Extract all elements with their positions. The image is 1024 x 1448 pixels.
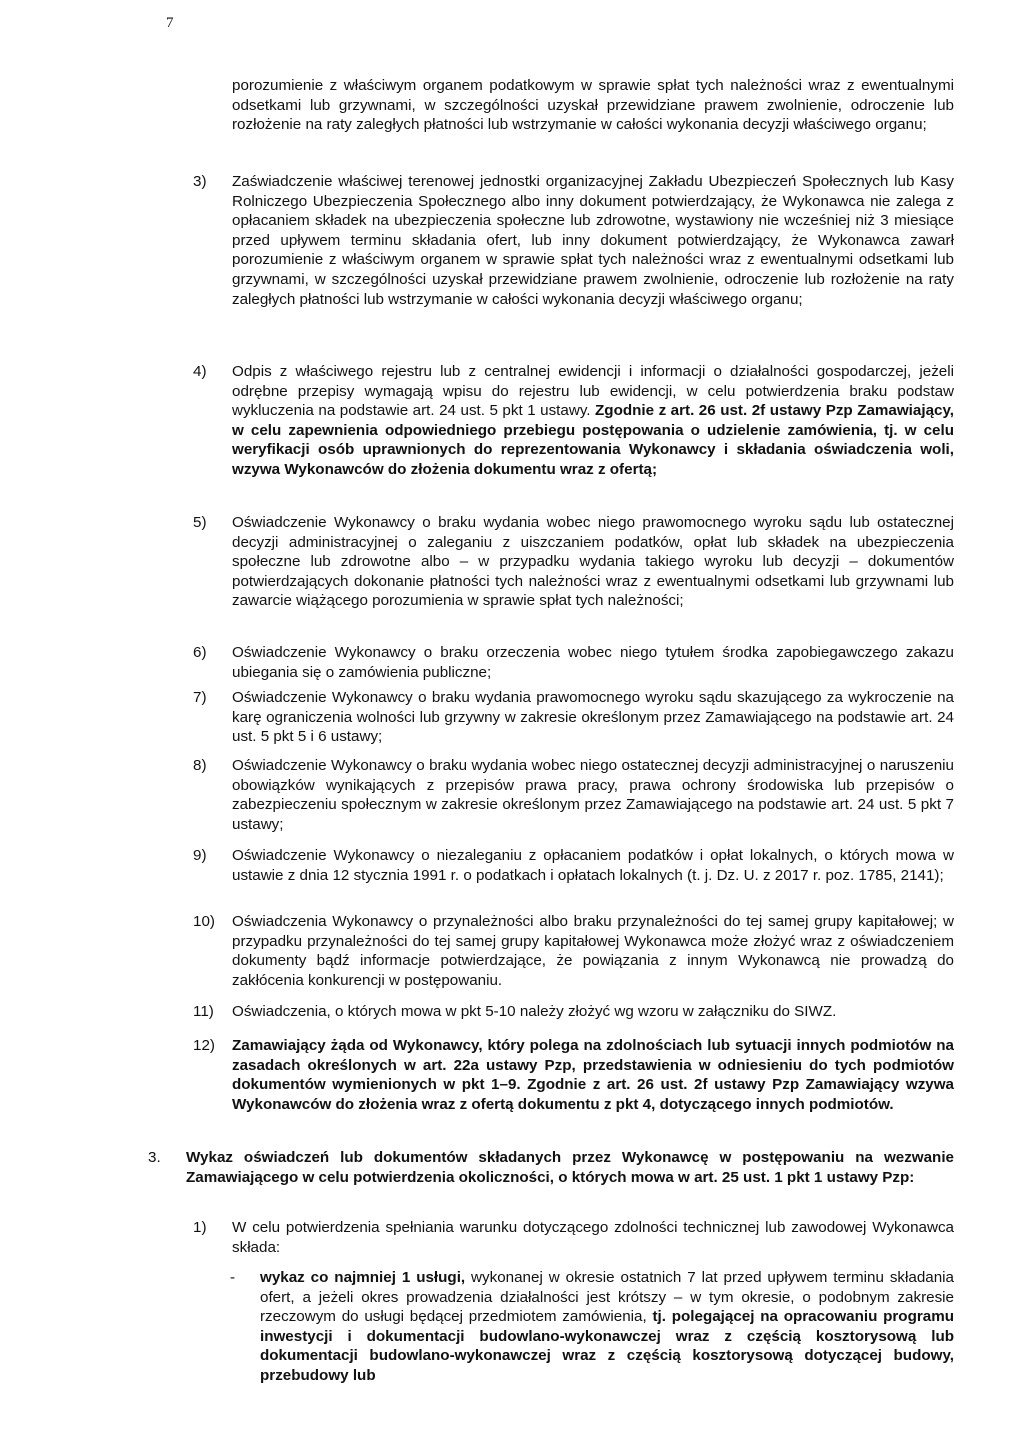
item-number: 4) [193,363,207,380]
item-text: Zamawiający żąda od Wykonawcy, który polega na zdolnościach lub sytuacji innych podmiotów na zasadach określonych w art. 22a ustawy Pzp, przedstawienia w odniesieniu do tych podmiotów dokumentów wymienionych w pkt 1–9. Zgodnie z art. 26 ust. 2f ustawy Pzp Zamawiający wzywa Wykonawców do złożenia wraz z ofertą dokumentu z pkt 4, dotyczącego innych podmiotów. [232,1037,954,1113]
item-number: 11) [193,1003,214,1020]
item-number: 1) [193,1219,207,1236]
item-number: 9) [193,847,207,864]
item-number: 10) [193,913,215,930]
intro-paragraph: porozumienie z właściwym organem podatkowym w sprawie spłat tych należności wraz z ewentualnymi odsetkami lub grzywnami, w szczególności uzyskał przewidziane prawem zwolnienie, odroczenie lub rozłożenie na raty zaległych płatności lub wstrzymanie w całości wykonania decyzji właściwego organu; [232,77,954,134]
item-text: Oświadczenia Wykonawcy o przynależności albo braku przynależności do tej samej grupy kapitałowej; w przypadku przynależności do tej samej grupy kapitałowej Wykonawca może złożyć wraz z oświadczeniem dokumenty bądź informacje potwierdzające, że powiązania z innym Wykonawcą nie prowadzą do zakłócenia konkurencji w postępowaniu. [232,913,954,989]
item-text [232,362,954,480]
item-number: 8) [193,757,207,774]
dash-text [260,1268,954,1386]
section-text: Wykaz oświadczeń lub dokumentów składanych przez Wykonawcę w postępowaniu na wezwanie Zamawiającego w celu potwierdzenia okoliczności, o których mowa w art. 25 ust. 1 pkt 1 ustawy Pzp: [186,1149,954,1186]
item-number: 3) [193,173,207,190]
item-text: Oświadczenie Wykonawcy o niezaleganiu z opłacaniem podatków i opłat lokalnych, o których mowa w ustawie z dnia 12 stycznia 1991 r. o podatkach i opłatach lokalnych (t. j. Dz. U. z 2017 r. poz. 1785, 2141); [232,847,954,884]
item-number: 5) [193,514,207,531]
item-text: Zaświadczenie właściwej terenowej jednostki organizacyjnej Zakładu Ubezpieczeń Społecznych lub Kasy Rolniczego Ubezpieczenia Społecznego albo inny dokument potwierdzający, że Wykonawca nie zalega z opłacaniem składek na ubezpieczenia społeczne lub zdrowotne, wystawiony nie wcześniej niż 3 miesiące przed upływem terminu składania ofert, lub inny dokument potwierdzający, że Wykonawca zawarł porozumienie z właściwym organem w sprawie spłat tych należności wraz z ewentualnymi odsetkami lub grzywnami, w szczególności uzyskał przewidziane prawem zwolnienie, odroczenie lub rozłożenie na raty zaległych płatności lub wstrzymanie w całości wykonania decyzji właściwego organu; [232,173,954,308]
item-text: Oświadczenie Wykonawcy o braku orzeczenia wobec niego tytułem środka zapobiegawczego zakazu ubiegania się o zamówienia publiczne; [232,644,954,681]
item-text-bold: Zgodnie z art. 26 ust. 2f ustawy Pzp Zamawiający, w celu zapewnienia odpowiedniego przebiegu postępowania o udzielenie zamówienia, tj. w celu weryfikacji osób uprawnionych do reprezentowania Wykonawcy i składania oświadczenia woli, wzywa Wykonawców do złożenia dokumentu wraz z ofertą; [232,402,955,478]
item-text-normal: Odpis z właściwego rejestru lub z centralnej ewidencji i informacji o działalności gospodarczej, jeżeli odrębne przepisy wymagają wpisu do rejestru lub ewidencji, w celu potwierdzenia braku podstaw wykluczenia na podstawie art. 24 ust. 5 pkt 1 ustawy. [232,363,954,420]
page-number: 7 [166,15,174,31]
item-text: Oświadczenie Wykonawcy o braku wydania wobec niego prawomocnego wyroku sądu lub ostatecznej decyzji administracyjnej o zaleganiu z uiszczaniem podatków, opłat lub składek na ubezpieczenia społeczne lub zdrowotne albo – w przypadku wydania takiego wyroku lub decyzji – dokumentów potwierdzających dokonanie płatności tych należności wraz z ewentualnymi odsetkami lub grzywnami lub zawarcie wiążącego porozumienia w sprawie spłat tych należności; [232,514,954,610]
item-number: 7) [193,689,207,706]
dash-marker: - [230,1269,236,1286]
section-number: 3. [148,1149,161,1166]
dash-text-normal: wykonanej w okresie ostatnich 7 lat przed upływem terminu składania ofert, a jeżeli okres prowadzenia działalności jest krótszy – w tym okresie, o podobnym zakresie rzeczowym do usługi będącej przedmiotem zamówienia, [260,1269,955,1326]
item-text: Oświadczenie Wykonawcy o braku wydania prawomocnego wyroku sądu skazującego za wykroczenie na karę ograniczenia wolności lub grzywny w zakresie określonym przez Zamawiającego na podstawie art. 24 ust. 5 pkt 5 i 6 ustawy; [232,689,954,746]
item-text: Oświadczenia, o których mowa w pkt 5-10 należy złożyć wg wzoru w załączniku do SIWZ. [232,1003,837,1020]
item-text: W celu potwierdzenia spełniania warunku dotyczącego zdolności technicznej lub zawodowej Wykonawca składa: [232,1219,954,1256]
item-number: 6) [193,644,207,661]
dash-text-bold-1: wykaz co najmniej 1 usługi, [260,1269,466,1286]
item-text: Oświadczenie Wykonawcy o braku wydania wobec niego ostatecznej decyzji administracyjnej o naruszeniu obowiązków wynikających z przepisów prawa pracy, prawa ochrony środowiska lub przepisów o zabezpieczeniu społecznym w zakresie określonym przez Zamawiającego na podstawie art. 24 ust. 5 pkt 7 ustawy; [232,757,954,833]
dash-text-bold-2: tj. polegającej na opracowaniu programu inwestycji i dokumentacji budowlano-wykonawczej wraz z częścią kosztorysową lub dokumentacji budowlano-wykonawczej wraz z częścią kosztorysową dotyczącej budowy, przebudowy lub [260,1308,954,1384]
item-number: 12) [193,1037,215,1054]
